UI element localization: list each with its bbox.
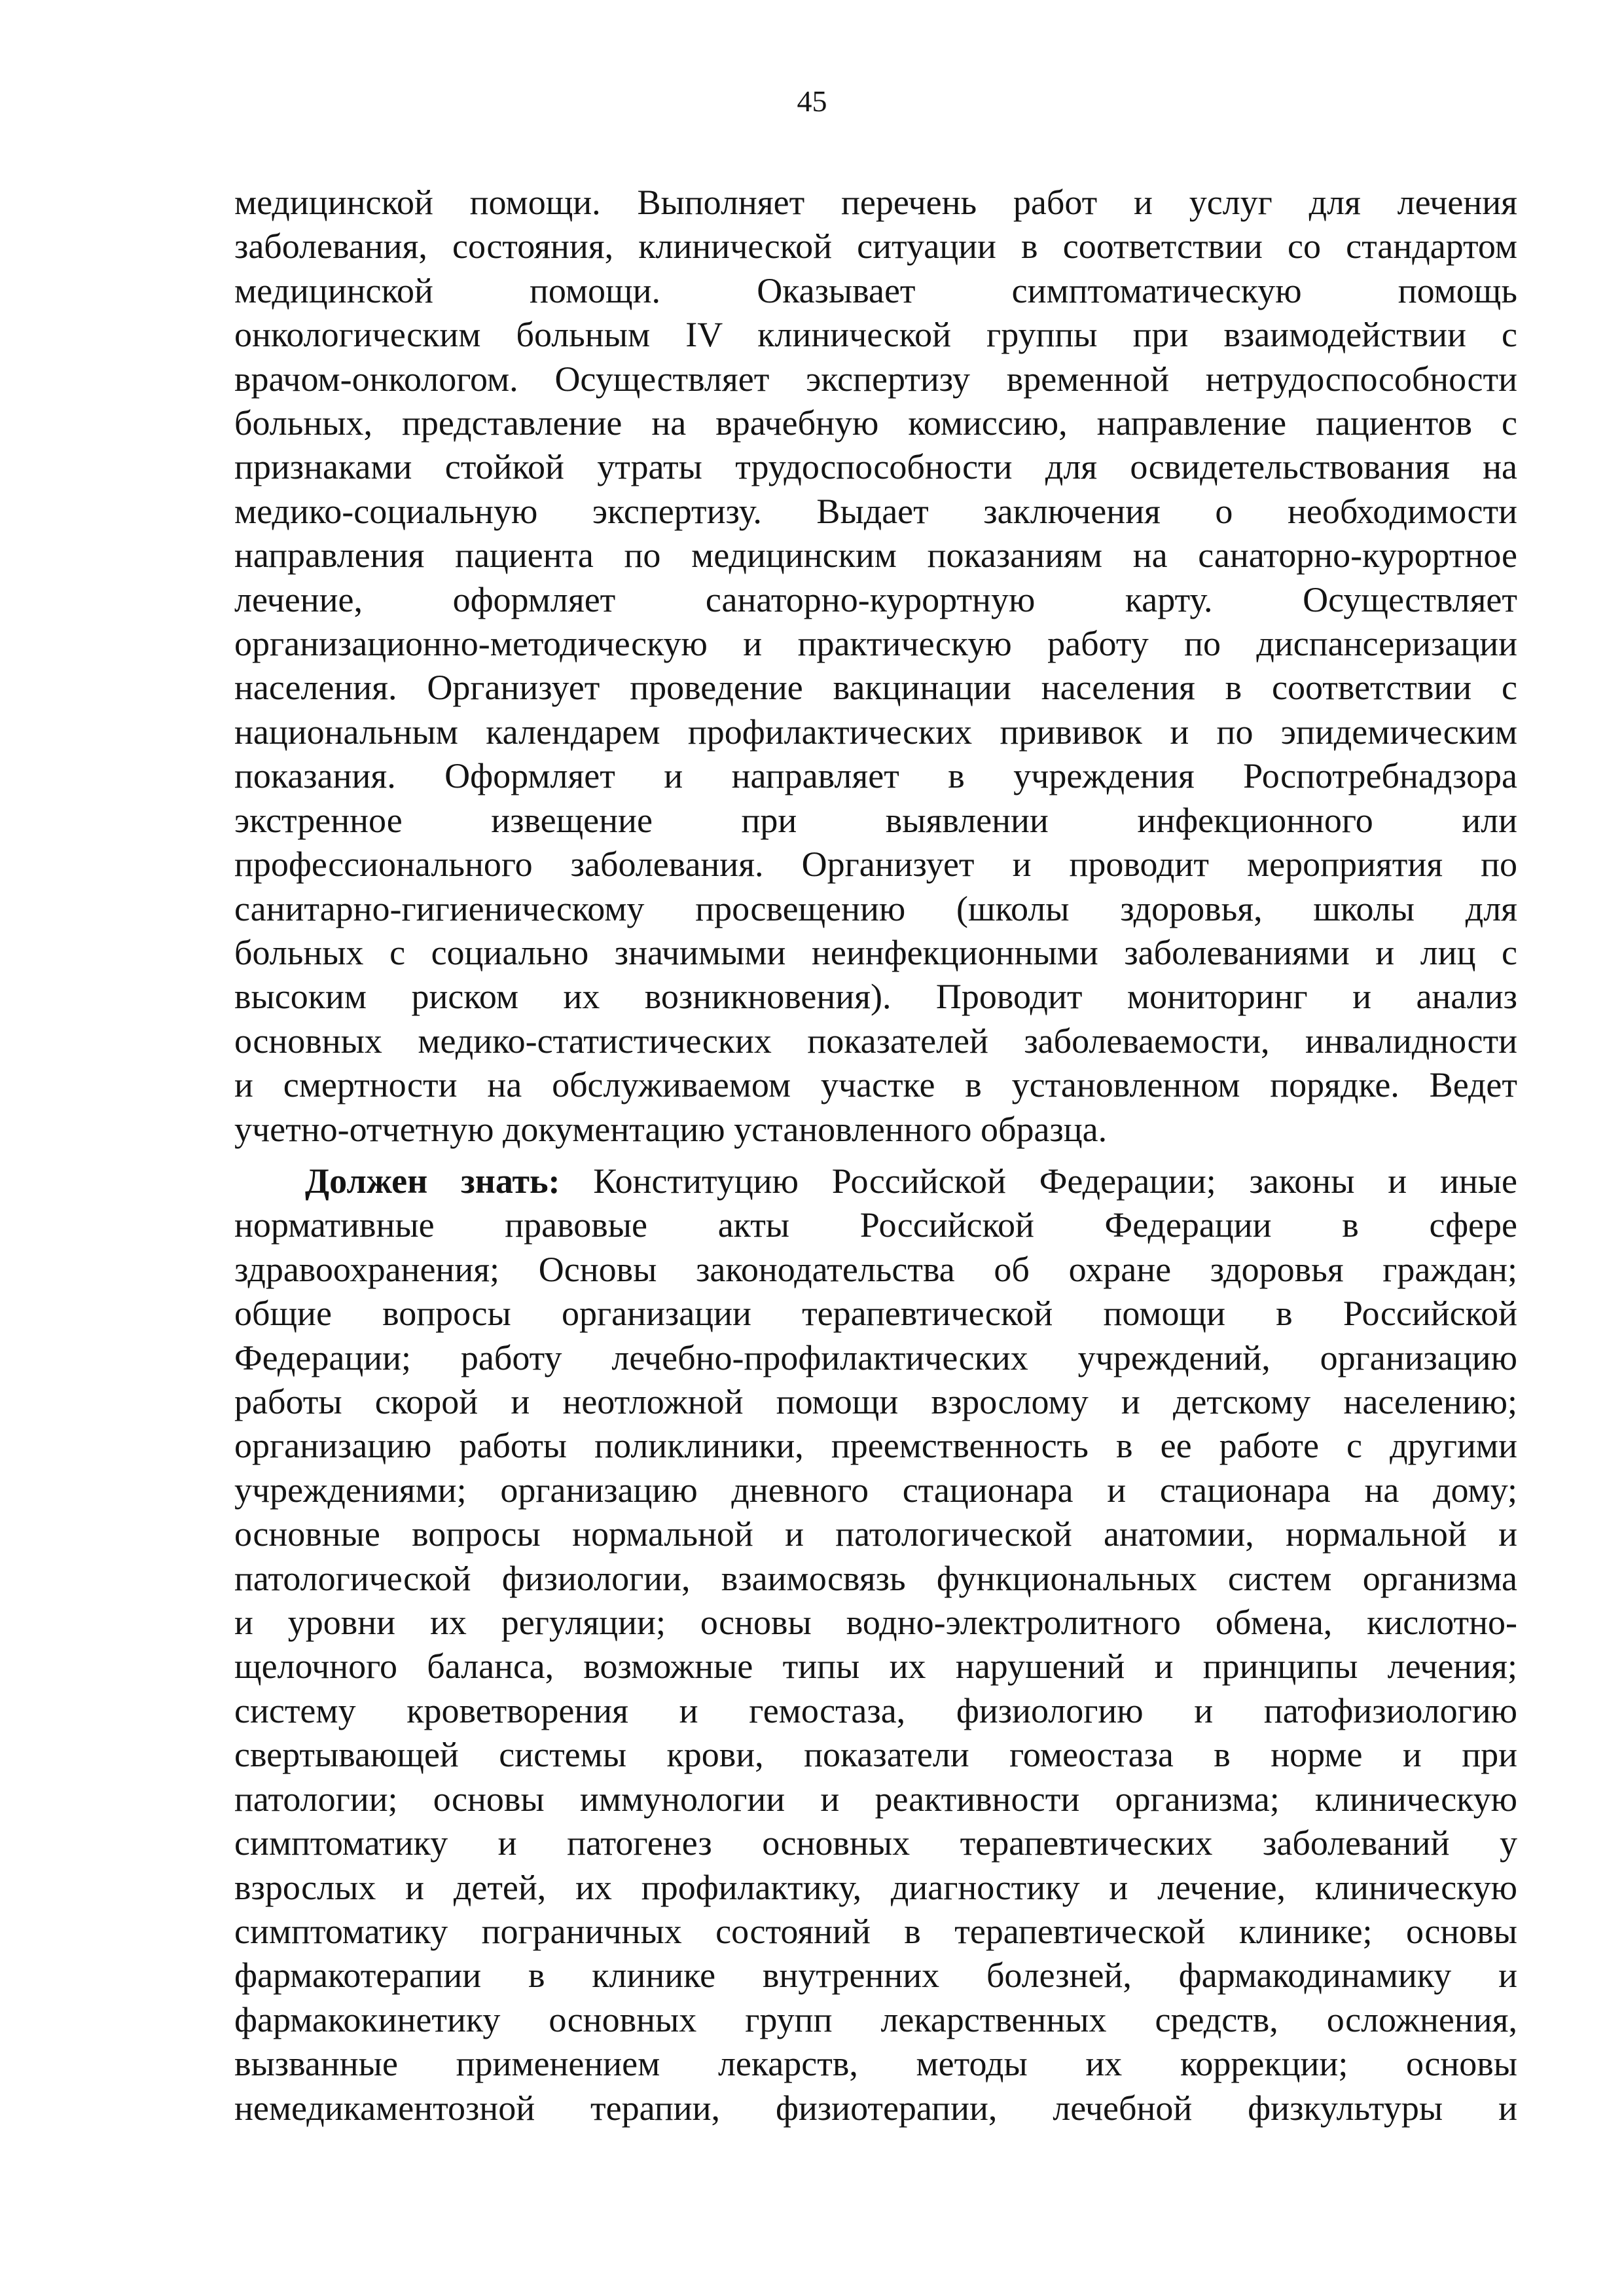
text-line: Федерации; работу лечебно-профилактических учреждений, организацию bbox=[234, 1338, 1517, 1377]
text-line: основные вопросы нормальной и патологической анатомии, нормальной и bbox=[234, 1514, 1517, 1554]
text-line: больных с социально значимыми неинфекционными заболеваниями и лиц с bbox=[234, 932, 1517, 972]
text-line: симптоматику пограничных состояний в терапевтической клинике; основы bbox=[234, 1911, 1517, 1951]
text-line: работы скорой и неотложной помощи взрослому и детскому населению; bbox=[234, 1382, 1517, 1422]
text-line-first bbox=[234, 1159, 1517, 1203]
text-line: признаками стойкой утраты трудоспособности для освидетельствования на bbox=[234, 447, 1517, 487]
text-line: национальным календарем профилактических прививок и по эпидемическим bbox=[234, 712, 1517, 752]
must-know-heading: Должен знать: bbox=[305, 1161, 560, 1201]
text-line: общие вопросы организации терапевтической помощи в Российской bbox=[234, 1294, 1517, 1334]
text-line: систему кроветворения и гемостаза, физиологию и патофизиологию bbox=[234, 1690, 1517, 1730]
text-line: лечение, оформляет санаторно-курортную карту. Осуществляет bbox=[234, 579, 1517, 619]
text-line: учреждениями; организацию дневного стационара и стационара на дому; bbox=[234, 1470, 1517, 1510]
text-line: патологической физиологии, взаимосвязь функциональных систем организма bbox=[234, 1558, 1517, 1598]
text-line: высоким риском их возникновения). Проводит мониторинг и анализ bbox=[234, 977, 1517, 1017]
text-line: заболевания, состояния, клинической ситуации в соответствии со стандартом bbox=[234, 227, 1517, 266]
text-line: патологии; основы иммунологии и реактивности организма; клиническую bbox=[234, 1779, 1517, 1819]
text-line: медицинской помощи. Оказывает симптоматическую помощь bbox=[234, 270, 1517, 310]
text-line: медицинской помощи. Выполняет перечень работ и услуг для лечения bbox=[234, 183, 1517, 222]
paragraph-duties-continuation bbox=[234, 181, 1517, 1152]
text-line: экстренное извещение при выявлении инфекционного или bbox=[234, 800, 1517, 840]
text-line: нормативные правовые акты Российской Федерации в сфере bbox=[234, 1205, 1517, 1245]
page-number: 45 bbox=[797, 84, 827, 118]
paragraph-must-know bbox=[234, 1159, 1517, 2130]
text-line: медико-социальную экспертизу. Выдает заключения о необходимости bbox=[234, 491, 1517, 531]
text-line: взрослых и детей, их профилактику, диагностику и лечение, клиническую bbox=[234, 1867, 1517, 1907]
text-line: и уровни их регуляции; основы водно-электролитного обмена, кислотно- bbox=[234, 1603, 1517, 1643]
text-line: симптоматику и патогенез основных терапевтических заболеваний у bbox=[234, 1823, 1517, 1863]
text-line: фармакотерапии в клинике внутренних болезней, фармакодинамику и bbox=[234, 1956, 1517, 1995]
text-line: больных, представление на врачебную комиссию, направление пациентов с bbox=[234, 403, 1517, 443]
text-line: свертывающей системы крови, показатели гомеостаза в норме и при bbox=[234, 1735, 1517, 1775]
text-line: организацию работы поликлиники, преемственность в ее работе с другими bbox=[234, 1426, 1517, 1466]
text-fragment: Конституцию Российской Федерации; законы и иные bbox=[560, 1161, 1517, 1201]
text-line: населения. Организует проведение вакцинации населения в соответствии с bbox=[234, 668, 1517, 708]
text-line: щелочного баланса, возможные типы их нарушений и принципы лечения; bbox=[234, 1647, 1517, 1686]
text-line: основных медико-статистических показателей заболеваемости, инвалидности bbox=[234, 1021, 1517, 1061]
text-line: направления пациента по медицинским показаниям на санаторно-курортное bbox=[234, 536, 1517, 575]
text-line: и смертности на обслуживаемом участке в установленном порядке. Ведет bbox=[234, 1065, 1517, 1105]
text-line: здравоохранения; Основы законодательства об охране здоровья граждан; bbox=[234, 1249, 1517, 1289]
text-line: учетно-отчетную документацию установленного образца. bbox=[234, 1109, 1108, 1149]
text-line: организационно-методическую и практическую работу по диспансеризации bbox=[234, 624, 1517, 664]
text-line: вызванные применением лекарств, методы их коррекции; основы bbox=[234, 2044, 1517, 2084]
text-line: санитарно-гигиеническому просвещению (школы здоровья, школы для bbox=[234, 888, 1517, 928]
text-line: фармакокинетику основных групп лекарственных средств, осложнения, bbox=[234, 1999, 1517, 2039]
text-line: онкологическим больным IV клинической группы при взаимодействии с bbox=[234, 315, 1517, 355]
text-line: показания. Оформляет и направляет в учреждения Роспотребнадзора bbox=[234, 756, 1517, 796]
text-line: немедикаментозной терапии, физиотерапии, лечебной физкультуры и bbox=[234, 2088, 1517, 2128]
text-line: профессионального заболевания. Организует и проводит мероприятия по bbox=[234, 845, 1517, 884]
text-line: врачом-онкологом. Осуществляет экспертизу временной нетрудоспособности bbox=[234, 359, 1517, 399]
